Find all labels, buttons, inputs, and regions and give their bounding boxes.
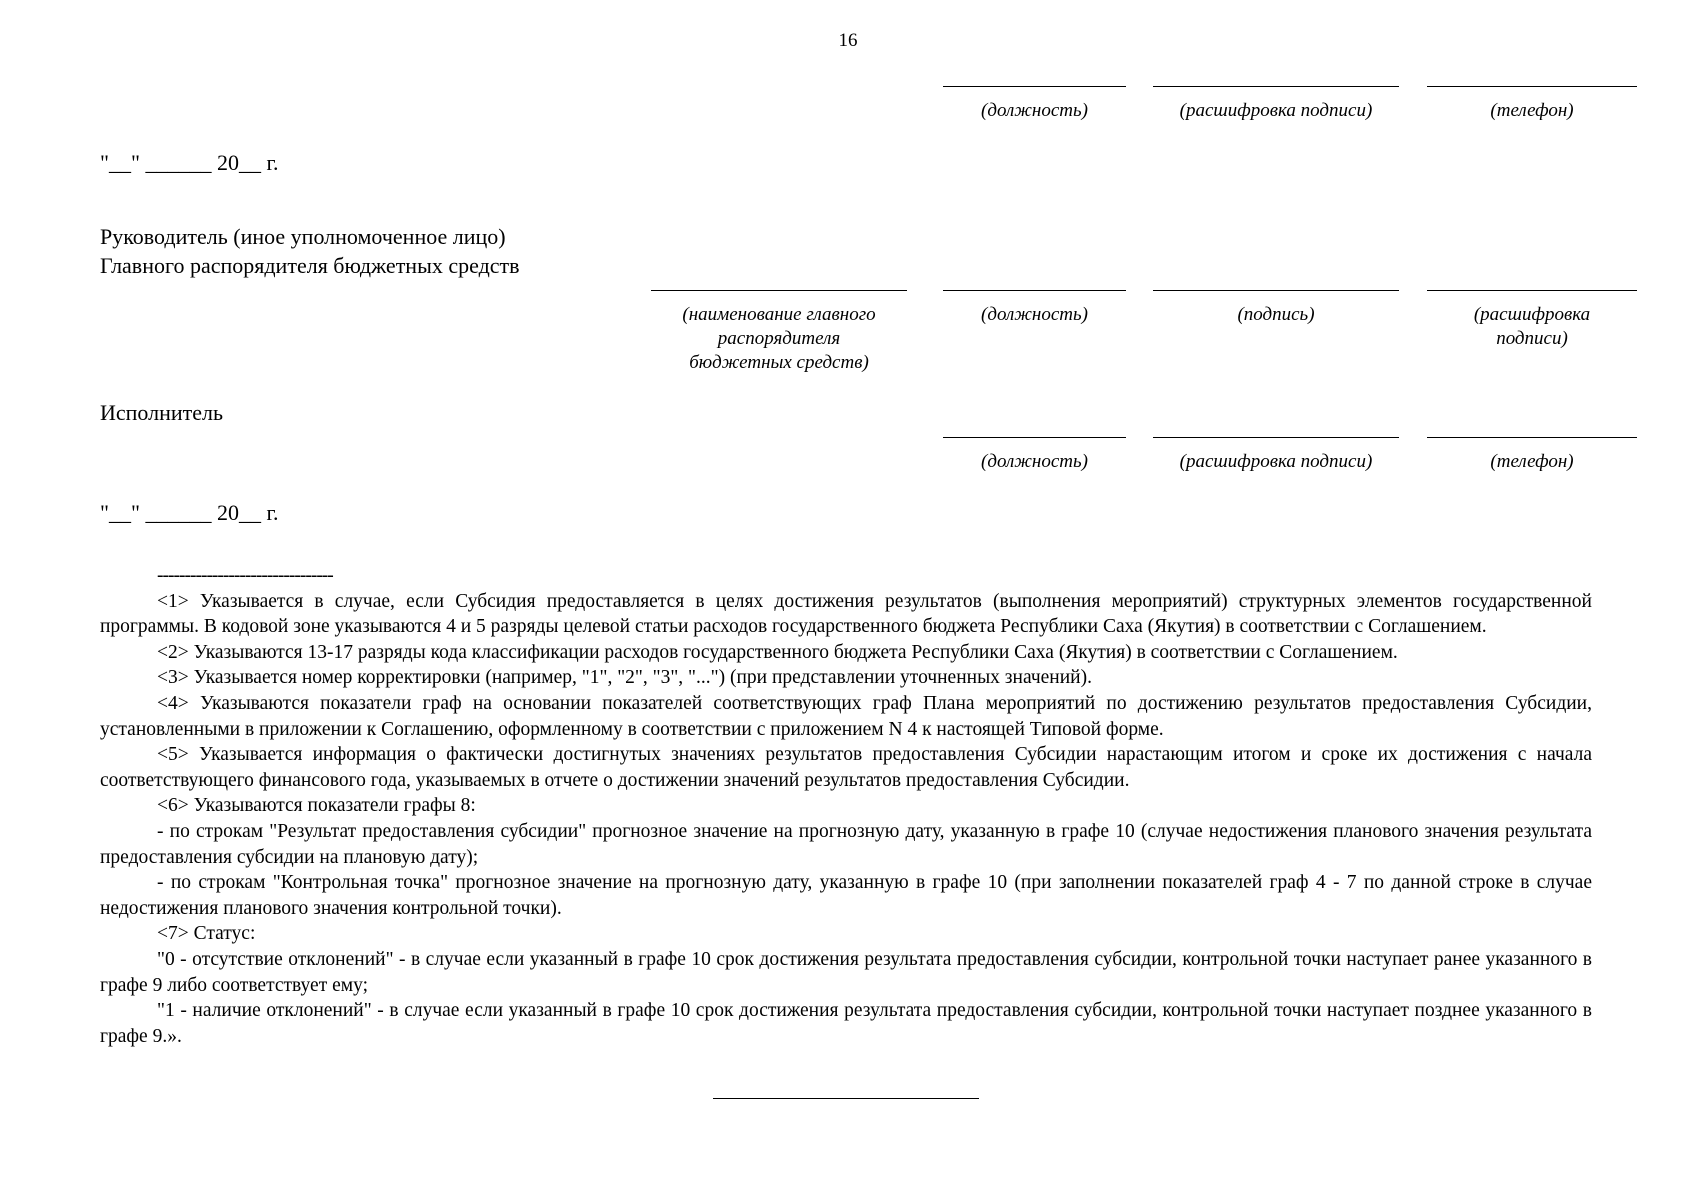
footnotes [100, 563, 1592, 1049]
footnote-6: <6> Указываются показатели графы 8: [157, 795, 476, 817]
signature-line [1153, 290, 1399, 291]
position-caption: (должность) [981, 304, 1088, 325]
phone-line [1427, 437, 1637, 438]
phone-caption: (телефон) [1490, 451, 1574, 472]
phone-caption: (телефон) [1490, 100, 1574, 121]
signature-decoding-line [1153, 86, 1399, 87]
phone-line [1427, 86, 1637, 87]
end-rule [713, 1098, 979, 1099]
signature-caption: (подпись) [1237, 304, 1315, 325]
footnote-7-status-0: "0 - отсутствие отклонений" - в случае если указанный в графе 10 срок достижения результата предоставления субсидии, контрольной точки наступает ранее указанного в графе 9 либо соответствует ему; [100, 948, 1592, 996]
signature-decoding-caption: (расшифровка подписи) [1179, 100, 1373, 121]
executor-label: Исполнитель [100, 400, 224, 425]
date-field: "__" ______ 20__ г. [100, 500, 279, 525]
signature-decoding-line [1427, 290, 1637, 291]
footnote-6-item-1: - по строкам "Результат предоставления субсидии" прогнозное значение на прогнозную дату, указанную в графе 10 (случае недостижения планового значения результата предоставления субсидии на плановую дату); [100, 820, 1592, 868]
footnote-3: <3> Указывается номер корректировки (например, "1", "2", "3", "...") (при представлении уточненных значений). [157, 667, 1092, 689]
position-line [943, 437, 1126, 438]
footnote-7: <7> Статус: [157, 923, 256, 945]
organization-line [651, 290, 907, 291]
position-caption: (должность) [981, 451, 1088, 472]
footnote-separator: -------------------------------- [157, 565, 333, 586]
position-caption: (должность) [981, 100, 1088, 121]
footnote-1: <1> Указывается в случае, если Субсидия предоставляется в целях достижения результатов (выполнения мероприятий) структурных элементов государственной программы. В кодовой зоне указываются 4 и 5 разряды целевой статьи расходов государственного бюджета Республики Саха (Якутия) в соответствии с Соглашением. [100, 590, 1592, 638]
head-title-line-1: Руководитель (иное уполномоченное лицо) [100, 224, 506, 249]
footnote-5: <5> Указывается информация о фактически достигнутых значениях результатов предоставления Субсидии нарастающим итогом и сроке их достижения с начала соответствующего финансового года, указываемых в отчете о достижении значений результатов предоставления Субсидии. [100, 744, 1592, 791]
position-line [943, 290, 1126, 291]
footnote-7-status-1: "1 - наличие отклонений" - в случае если указанный в графе 10 срок достижения результата предоставления субсидии, контрольной точки наступает позднее указанного в графе 9.». [100, 1000, 1592, 1047]
footnote-6-item-2: - по строкам "Контрольная точка" прогнозное значение на прогнозную дату, указанную в графе 10 (при заполнении показателей граф 4 - 7 по данной строке в случае недостижения планового значения контрольной точки). [100, 872, 1592, 919]
organization-caption: (наименование главного распорядителя бюджетных средств) [682, 304, 876, 373]
footnote-2: <2> Указываются 13-17 разряды кода классификации расходов государственного бюджета Республики Саха (Якутия) в соответствии с Соглашением. [157, 641, 1398, 663]
signature-decoding-line [1153, 437, 1399, 438]
head-title-line-2: Главного распорядителя бюджетных средств [100, 253, 520, 278]
footnote-4: <4> Указываются показатели граф на основании показателей соответствующих граф Плана мероприятий по достижению результатов предоставления Субсидии, установленными в приложении к Соглашению, оформленному в соответствии с приложением N 4 к настоящей Типовой форме. [100, 692, 1592, 740]
page-number: 16 [838, 30, 858, 51]
signature-decoding-caption: (расшифровка подписи) [1179, 451, 1373, 472]
date-field: "__" ______ 20__ г. [100, 150, 279, 175]
signature-decoding-caption: (расшифровка подписи) [1473, 304, 1591, 349]
position-line [943, 86, 1126, 87]
